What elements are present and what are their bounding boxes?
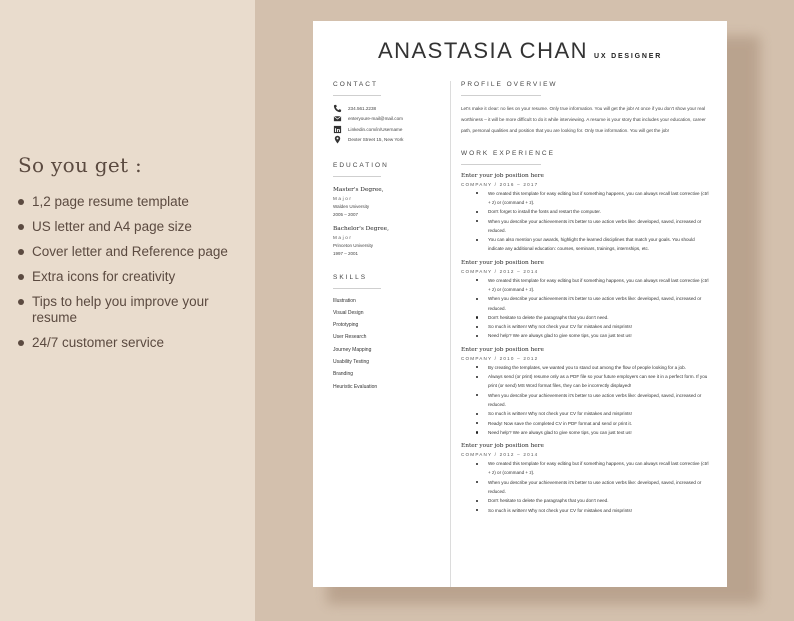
profile-title: PROFILE OVERVIEW	[461, 81, 558, 88]
contact-phone	[333, 103, 433, 113]
job-title: Enter your job position here	[461, 259, 544, 266]
edu-degree: Master's Degree,	[333, 186, 384, 193]
education-title: EDUCATION	[333, 161, 389, 169]
section-rule	[461, 164, 541, 165]
svg-text:in: in	[334, 127, 341, 134]
column-divider	[450, 81, 451, 587]
promo-panel	[0, 0, 255, 621]
skill-item: Visual Design	[333, 309, 364, 316]
job-bullet: Need help? We are always glad to give some tips, you can just text us!	[461, 428, 711, 437]
skills-title: SKILLS	[333, 273, 368, 281]
feature-item: Cover letter and Reference page	[18, 244, 250, 260]
job-bullet: When you describe your achievements it's better to use action verbs like: developed, saved, increased or reduced.	[461, 478, 711, 497]
contact-linkedin	[333, 124, 433, 134]
job-bullet: We created this template for easy editing but if something happens, you can always recall last corrective (ctrl + z) or (command + z).	[461, 459, 711, 478]
job-entry	[461, 258, 711, 341]
resume-header	[313, 38, 727, 64]
job-bullets	[461, 189, 711, 254]
resume-role: UX DESIGNER	[594, 53, 663, 60]
skill-item: Prototyping	[333, 322, 359, 329]
job-bullet: Don't hesitate to delete the paragraphs that you don't need.	[461, 313, 711, 322]
edu-major: Major	[333, 234, 353, 240]
phone-icon	[333, 104, 342, 113]
section-rule	[333, 288, 381, 289]
contact-location	[333, 135, 433, 145]
job-entry	[461, 345, 711, 437]
profile-text: Let's make it clear: no lies on your resume. Only true information. You will get the job! At once if you don't show your real worthiness – it will be more difficult to do it while interviewing. A resume is your story that includes your education, career path, personal qualities and position that you are looking for. Only true information. You will get the job!	[461, 106, 706, 134]
job-bullet: So much is written! Why not check your CV for mistakes and misprints!	[461, 409, 711, 418]
job-bullet: We created this template for easy editing but if something happens, you can always recall last corrective (ctrl + z) or (command + z).	[461, 276, 711, 295]
linkedin-icon	[333, 125, 342, 134]
job-meta: COMPANY / 2012 – 2014	[461, 268, 539, 274]
promo-heading: So you get :	[18, 153, 143, 177]
job-title: Enter your job position here	[461, 172, 544, 179]
skill-item: User Research	[333, 334, 367, 341]
job-bullet: Always send (or print) resume only as a PDF file so your future employers can see it in a perfect form. If you print (or send) MS Word format files, they can be incorrectly displayed!	[461, 372, 711, 391]
edu-school: Walden University	[333, 203, 370, 209]
skill-item: Branding	[333, 371, 354, 378]
job-meta: COMPANY / 2010 – 2012	[461, 355, 539, 361]
job-bullets	[461, 459, 711, 515]
feature-item: 24/7 customer service	[18, 335, 250, 351]
contact-text: Linkedin.com/in/Username	[348, 126, 403, 132]
job-bullet: So much is written! Why not check your CV for mistakes and misprints!	[461, 506, 711, 515]
edu-years: 1997 – 2001	[333, 250, 359, 256]
skill-item: Usability Testing	[333, 358, 370, 365]
job-bullet: When you describe your achievements it's better to use action verbs like: developed, saved, increased or reduced.	[461, 391, 711, 410]
job-bullet: Need help? We are always glad to give some tips, you can just text us!	[461, 331, 711, 340]
contact-text: enteryoure-mail@mail.com	[348, 116, 403, 121]
feature-item: 1,2 page resume template	[18, 194, 250, 210]
contact-email	[333, 114, 433, 124]
feature-item: Tips to help you improve your resume	[18, 294, 250, 326]
job-bullet: We created this template for easy editing but if something happens, you can always recall last corrective (ctrl + z) or (command + z).	[461, 189, 711, 208]
job-title: Enter your job position here	[461, 443, 544, 450]
edu-degree: Bachelor's Degree,	[333, 225, 389, 232]
resume-main	[461, 81, 711, 519]
edu-years: 2005 – 2007	[333, 211, 359, 217]
job-bullet: Ready! Now save the completed CV in PDF format and send or print it.	[461, 419, 711, 428]
contact-title: CONTACT	[333, 81, 378, 88]
location-pin-icon	[333, 135, 342, 144]
job-bullet: When you describe your achievements it's better to use action verbs like: developed, saved, increased or reduced.	[461, 217, 711, 236]
edu-school: Princeton University	[333, 242, 374, 248]
job-meta: COMPANY / 2016 – 2017	[461, 181, 539, 187]
section-rule	[461, 95, 541, 96]
education-item	[333, 226, 433, 258]
job-bullets	[461, 363, 711, 437]
job-entry	[461, 171, 711, 254]
contact-text: 234.561.2238	[348, 105, 377, 111]
section-rule	[333, 95, 381, 96]
contact-text: Dexter Street 15, New York	[348, 137, 404, 142]
skill-item: Journey Mapping	[333, 346, 372, 353]
resume-page	[313, 21, 727, 587]
job-bullet: By creating the templates, we wanted you to stand out among the flow of people looking for a job.	[461, 363, 711, 372]
job-bullet: Don't forget to install the fonts and restart the computer.	[461, 207, 711, 216]
edu-major: Major	[333, 195, 353, 201]
feature-item: Extra icons for creativity	[18, 269, 250, 285]
skill-item: Heuristic Evaluation	[333, 383, 378, 390]
feature-item: US letter and A4 page size	[18, 219, 250, 235]
job-bullet: You can also mention your awards, highlight the learned disciplines that match your goals. You should indicate any additional education: courses, seminars, trainings, internships, etc.	[461, 235, 711, 254]
skill-item: Illustration	[333, 297, 356, 304]
education-item	[333, 187, 433, 219]
job-title: Enter your job position here	[461, 346, 544, 353]
job-bullets	[461, 276, 711, 341]
job-bullet: So much is written! Why not check your CV for mistakes and misprints!	[461, 322, 711, 331]
job-bullet: When you describe your achievements it's better to use action verbs like: developed, saved, increased or reduced.	[461, 294, 711, 313]
email-icon	[333, 114, 342, 123]
job-entry	[461, 441, 711, 515]
job-meta: COMPANY / 2012 – 2014	[461, 452, 539, 458]
resume-sidebar	[333, 81, 433, 393]
experience-title: WORK EXPERIENCE	[461, 149, 555, 157]
resume-name: ANASTASIA CHAN	[377, 38, 589, 63]
job-bullet: Don't hesitate to delete the paragraphs that you don't need.	[461, 496, 711, 505]
section-rule	[333, 176, 381, 177]
feature-list	[18, 194, 250, 360]
